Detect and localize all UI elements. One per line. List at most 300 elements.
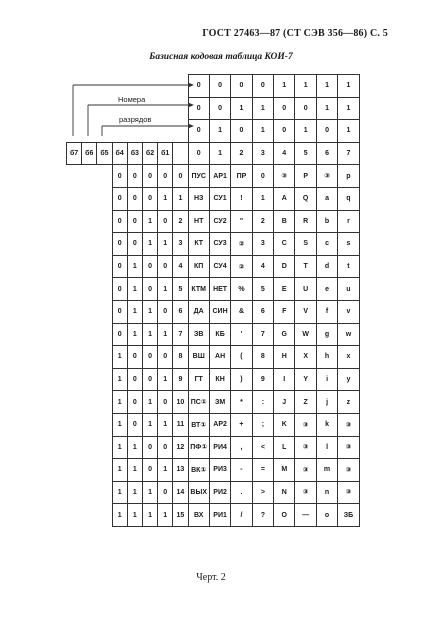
row-index-cell: 10 bbox=[173, 391, 188, 414]
code-cell: E bbox=[274, 278, 295, 301]
table-row bbox=[67, 459, 360, 482]
bit-cell: 0 bbox=[158, 481, 173, 504]
bit-cell: 1 bbox=[112, 346, 127, 369]
empty-cell bbox=[67, 368, 82, 391]
top-bit-cell: 0 bbox=[274, 97, 295, 120]
bit-cell: 0 bbox=[127, 165, 142, 188]
code-cell: ПФ① bbox=[188, 436, 209, 459]
code-cell: z bbox=[338, 391, 359, 414]
label-numbers: Номера bbox=[118, 95, 146, 104]
code-cell: РИ4 bbox=[209, 436, 230, 459]
top-bit-cell: 1 bbox=[316, 97, 337, 120]
page-header: ГОСТ 27463—87 (СТ СЭВ 356—86) С. 5 bbox=[202, 28, 388, 39]
code-cell: j bbox=[316, 391, 337, 414]
code-cell: КП bbox=[188, 255, 209, 278]
code-cell: ! bbox=[231, 187, 252, 210]
column-header-cell: б1 bbox=[158, 142, 173, 165]
table-row bbox=[67, 278, 360, 301]
empty-cell bbox=[97, 165, 112, 188]
code-cell: C bbox=[274, 233, 295, 256]
empty-cell bbox=[158, 75, 173, 98]
top-bit-cell: 0 bbox=[209, 97, 230, 120]
top-bit-row bbox=[67, 75, 360, 98]
bit-cell: 0 bbox=[158, 436, 173, 459]
empty-cell bbox=[97, 346, 112, 369]
empty-cell bbox=[158, 97, 173, 120]
code-cell: 6 bbox=[252, 300, 273, 323]
code-cell: ГТ bbox=[188, 368, 209, 391]
column-header-cell: б7 bbox=[67, 142, 82, 165]
code-cell: СУ3 bbox=[209, 233, 230, 256]
column-header-cell: б2 bbox=[142, 142, 157, 165]
empty-cell bbox=[97, 75, 112, 98]
table-row bbox=[67, 233, 360, 256]
bit-cell: 1 bbox=[158, 413, 173, 436]
bit-cell: 0 bbox=[158, 391, 173, 414]
column-header-cell: 3 bbox=[252, 142, 273, 165]
bit-cell: 1 bbox=[142, 210, 157, 233]
code-cell: p bbox=[338, 165, 359, 188]
empty-cell bbox=[97, 278, 112, 301]
code-cell: . bbox=[231, 481, 252, 504]
code-cell: H bbox=[274, 346, 295, 369]
code-cell: ③ bbox=[274, 165, 295, 188]
top-bit-cell: 1 bbox=[209, 120, 230, 143]
bit-cell: 1 bbox=[142, 233, 157, 256]
bit-cell: 1 bbox=[112, 504, 127, 527]
empty-cell bbox=[82, 323, 97, 346]
code-cell: ПУС bbox=[188, 165, 209, 188]
code-cell: c bbox=[316, 233, 337, 256]
code-cell: / bbox=[231, 504, 252, 527]
code-cell: ( bbox=[231, 346, 252, 369]
row-index-cell: 12 bbox=[173, 436, 188, 459]
code-cell: 2 bbox=[252, 210, 273, 233]
empty-cell bbox=[82, 391, 97, 414]
empty-cell bbox=[67, 436, 82, 459]
empty-cell bbox=[97, 368, 112, 391]
bit-cell: 0 bbox=[142, 278, 157, 301]
bit-cell: 0 bbox=[127, 368, 142, 391]
code-cell: АН bbox=[209, 346, 230, 369]
code-cell: — bbox=[295, 504, 316, 527]
code-cell: , bbox=[231, 436, 252, 459]
row-index-cell: 6 bbox=[173, 300, 188, 323]
code-cell: : bbox=[252, 391, 273, 414]
empty-cell bbox=[82, 210, 97, 233]
bit-cell: 1 bbox=[112, 459, 127, 482]
code-cell: N bbox=[274, 481, 295, 504]
bit-cell: 0 bbox=[112, 300, 127, 323]
empty-cell bbox=[112, 75, 127, 98]
bit-cell: 1 bbox=[158, 459, 173, 482]
code-cell: ВЫХ bbox=[188, 481, 209, 504]
column-header-cell: 6 bbox=[316, 142, 337, 165]
code-cell: ② bbox=[231, 233, 252, 256]
code-cell: ; bbox=[252, 413, 273, 436]
bit-cell: 1 bbox=[112, 436, 127, 459]
code-cell: + bbox=[231, 413, 252, 436]
empty-cell bbox=[82, 459, 97, 482]
code-cell: V bbox=[295, 300, 316, 323]
bit-cell: 1 bbox=[127, 481, 142, 504]
code-cell: ③ bbox=[338, 413, 359, 436]
empty-cell bbox=[97, 97, 112, 120]
bit-cell: 0 bbox=[142, 346, 157, 369]
code-cell: АР2 bbox=[209, 413, 230, 436]
code-cell: 7 bbox=[252, 323, 273, 346]
bit-cell: 1 bbox=[112, 368, 127, 391]
bit-cell: 0 bbox=[112, 165, 127, 188]
bit-cell: 0 bbox=[142, 165, 157, 188]
empty-cell bbox=[97, 323, 112, 346]
code-cell: g bbox=[316, 323, 337, 346]
code-cell: % bbox=[231, 278, 252, 301]
code-cell: 0 bbox=[252, 165, 273, 188]
code-cell: s bbox=[338, 233, 359, 256]
figure-caption: Черт. 2 bbox=[196, 572, 226, 583]
code-cell: k bbox=[316, 413, 337, 436]
top-bit-cell: 0 bbox=[188, 97, 209, 120]
empty-cell bbox=[82, 504, 97, 527]
code-cell: " bbox=[231, 210, 252, 233]
empty-cell bbox=[67, 391, 82, 414]
bit-cell: 1 bbox=[142, 300, 157, 323]
code-cell: СИН bbox=[209, 300, 230, 323]
empty-cell bbox=[97, 210, 112, 233]
code-cell: СУ4 bbox=[209, 255, 230, 278]
row-index-cell: 4 bbox=[173, 255, 188, 278]
code-cell: СУ2 bbox=[209, 210, 230, 233]
code-cell: ЗМ bbox=[209, 391, 230, 414]
empty-cell bbox=[82, 436, 97, 459]
empty-cell bbox=[67, 300, 82, 323]
empty-cell bbox=[67, 323, 82, 346]
empty-cell bbox=[67, 233, 82, 256]
code-cell: ? bbox=[252, 504, 273, 527]
code-cell: 1 bbox=[252, 187, 273, 210]
code-cell: ЗВ bbox=[188, 323, 209, 346]
top-bit-row bbox=[67, 120, 360, 143]
empty-cell bbox=[67, 278, 82, 301]
empty-cell bbox=[112, 120, 127, 143]
bit-cell: 1 bbox=[142, 481, 157, 504]
empty-cell bbox=[67, 97, 82, 120]
column-header-cell: б5 bbox=[97, 142, 112, 165]
bit-cell: 1 bbox=[112, 413, 127, 436]
code-cell: Z bbox=[295, 391, 316, 414]
code-cell: = bbox=[252, 459, 273, 482]
code-cell: РИ1 bbox=[209, 504, 230, 527]
label-bits: разрядов bbox=[119, 115, 152, 124]
code-cell: t bbox=[338, 255, 359, 278]
code-cell: ВХ bbox=[188, 504, 209, 527]
empty-cell bbox=[82, 300, 97, 323]
empty-cell bbox=[127, 120, 142, 143]
code-cell: - bbox=[231, 459, 252, 482]
bit-cell: 1 bbox=[158, 278, 173, 301]
bit-cell: 1 bbox=[127, 504, 142, 527]
empty-cell bbox=[82, 481, 97, 504]
row-index-cell: 9 bbox=[173, 368, 188, 391]
bit-cell: 1 bbox=[127, 459, 142, 482]
bit-cell: 1 bbox=[127, 300, 142, 323]
empty-cell bbox=[97, 187, 112, 210]
empty-cell bbox=[142, 75, 157, 98]
code-cell: ③ bbox=[295, 459, 316, 482]
empty-cell bbox=[82, 233, 97, 256]
code-cell: Q bbox=[295, 187, 316, 210]
table-row bbox=[67, 346, 360, 369]
bit-cell: 1 bbox=[127, 436, 142, 459]
empty-cell bbox=[127, 75, 142, 98]
code-cell: y bbox=[338, 368, 359, 391]
bit-cell: 0 bbox=[158, 346, 173, 369]
column-header-cell: 0 bbox=[188, 142, 209, 165]
empty-cell bbox=[82, 187, 97, 210]
empty-cell bbox=[82, 368, 97, 391]
top-bit-cell: 0 bbox=[231, 120, 252, 143]
table-row bbox=[67, 413, 360, 436]
table-row bbox=[67, 504, 360, 527]
table-row bbox=[67, 391, 360, 414]
empty-cell bbox=[67, 413, 82, 436]
column-header-cell: 4 bbox=[274, 142, 295, 165]
top-bit-cell: 1 bbox=[338, 120, 359, 143]
code-cell: ③ bbox=[295, 436, 316, 459]
bit-cell: 0 bbox=[158, 165, 173, 188]
empty-cell bbox=[97, 391, 112, 414]
empty-cell bbox=[97, 481, 112, 504]
top-bit-cell: 0 bbox=[295, 97, 316, 120]
bit-cell: 0 bbox=[112, 210, 127, 233]
code-cell: ДА bbox=[188, 300, 209, 323]
top-bit-cell: 1 bbox=[252, 97, 273, 120]
code-cell: M bbox=[274, 459, 295, 482]
code-cell: КБ bbox=[209, 323, 230, 346]
code-cell: ) bbox=[231, 368, 252, 391]
table-row bbox=[67, 368, 360, 391]
top-bit-cell: 1 bbox=[274, 75, 295, 98]
bit-cell: 0 bbox=[127, 391, 142, 414]
empty-cell bbox=[67, 187, 82, 210]
code-cell: L bbox=[274, 436, 295, 459]
code-cell: ПС① bbox=[188, 391, 209, 414]
row-index-cell: 15 bbox=[173, 504, 188, 527]
empty-cell bbox=[82, 278, 97, 301]
code-cell: РИ2 bbox=[209, 481, 230, 504]
empty-cell bbox=[67, 504, 82, 527]
code-cell: АР1 bbox=[209, 165, 230, 188]
top-bit-cell: 1 bbox=[295, 75, 316, 98]
code-cell: ЗБ bbox=[338, 504, 359, 527]
empty-cell bbox=[97, 233, 112, 256]
empty-cell bbox=[173, 120, 188, 143]
bit-cell: 1 bbox=[158, 504, 173, 527]
empty-cell bbox=[127, 97, 142, 120]
empty-cell bbox=[112, 97, 127, 120]
code-cell: ③ bbox=[316, 165, 337, 188]
bit-cell: 1 bbox=[127, 323, 142, 346]
bit-cell: 0 bbox=[127, 346, 142, 369]
column-header-cell: б4 bbox=[112, 142, 127, 165]
column-header-cell: 1 bbox=[209, 142, 230, 165]
empty-cell bbox=[67, 210, 82, 233]
column-header-cell bbox=[173, 142, 188, 165]
top-bit-cell: 0 bbox=[209, 75, 230, 98]
top-bit-cell: 0 bbox=[231, 75, 252, 98]
code-cell: * bbox=[231, 391, 252, 414]
top-bit-cell: 1 bbox=[338, 97, 359, 120]
row-index-cell: 8 bbox=[173, 346, 188, 369]
empty-cell bbox=[82, 255, 97, 278]
bit-cell: 1 bbox=[158, 187, 173, 210]
column-header-row bbox=[67, 142, 360, 165]
top-bit-cell: 1 bbox=[316, 75, 337, 98]
code-cell: h bbox=[316, 346, 337, 369]
code-cell: ③ bbox=[295, 481, 316, 504]
empty-cell bbox=[67, 255, 82, 278]
row-index-cell: 14 bbox=[173, 481, 188, 504]
code-cell: S bbox=[295, 233, 316, 256]
code-cell: 8 bbox=[252, 346, 273, 369]
empty-cell bbox=[97, 300, 112, 323]
table-row bbox=[67, 255, 360, 278]
top-bit-cell: 0 bbox=[188, 120, 209, 143]
code-cell: РИ3 bbox=[209, 459, 230, 482]
bit-cell: 0 bbox=[142, 255, 157, 278]
code-cell: ③ bbox=[338, 459, 359, 482]
code-cell: U bbox=[295, 278, 316, 301]
empty-cell bbox=[158, 120, 173, 143]
code-cell: G bbox=[274, 323, 295, 346]
empty-cell bbox=[82, 165, 97, 188]
empty-cell bbox=[82, 75, 97, 98]
code-cell: КТ bbox=[188, 233, 209, 256]
code-cell: D bbox=[274, 255, 295, 278]
bit-cell: 0 bbox=[158, 300, 173, 323]
top-bit-cell: 0 bbox=[252, 75, 273, 98]
empty-cell bbox=[67, 75, 82, 98]
code-cell: ③ bbox=[295, 413, 316, 436]
bit-cell: 0 bbox=[142, 368, 157, 391]
code-cell: b bbox=[316, 210, 337, 233]
bit-cell: 0 bbox=[127, 233, 142, 256]
top-bit-cell: 1 bbox=[252, 120, 273, 143]
empty-cell bbox=[97, 413, 112, 436]
empty-cell bbox=[97, 120, 112, 143]
bit-cell: 0 bbox=[127, 187, 142, 210]
code-cell: ВК① bbox=[188, 459, 209, 482]
row-index-cell: 0 bbox=[173, 165, 188, 188]
code-cell: f bbox=[316, 300, 337, 323]
bit-cell: 0 bbox=[142, 436, 157, 459]
code-cell: m bbox=[316, 459, 337, 482]
empty-cell bbox=[173, 75, 188, 98]
table-row bbox=[67, 481, 360, 504]
table-title: Базисная кодовая таблица КОИ-7 bbox=[149, 52, 293, 62]
empty-cell bbox=[82, 346, 97, 369]
bit-cell: 1 bbox=[142, 413, 157, 436]
column-header-cell: 5 bbox=[295, 142, 316, 165]
row-index-cell: 5 bbox=[173, 278, 188, 301]
empty-cell bbox=[97, 459, 112, 482]
column-header-cell: 7 bbox=[338, 142, 359, 165]
code-cell: 3 bbox=[252, 233, 273, 256]
bit-cell: 1 bbox=[142, 323, 157, 346]
code-cell: КТМ bbox=[188, 278, 209, 301]
table-row bbox=[67, 436, 360, 459]
top-bit-cell: 0 bbox=[316, 120, 337, 143]
code-cell: 5 bbox=[252, 278, 273, 301]
empty-cell bbox=[82, 120, 97, 143]
bit-cell: 1 bbox=[112, 391, 127, 414]
code-cell: W bbox=[295, 323, 316, 346]
empty-cell bbox=[142, 120, 157, 143]
bit-cell: 0 bbox=[127, 210, 142, 233]
bit-cell: 0 bbox=[112, 233, 127, 256]
code-cell: B bbox=[274, 210, 295, 233]
code-cell: Y bbox=[295, 368, 316, 391]
code-cell: q bbox=[338, 187, 359, 210]
code-cell: НЕТ bbox=[209, 278, 230, 301]
empty-cell bbox=[67, 459, 82, 482]
code-cell: > bbox=[252, 481, 273, 504]
bit-cell: 1 bbox=[158, 323, 173, 346]
code-cell: v bbox=[338, 300, 359, 323]
empty-cell bbox=[82, 413, 97, 436]
bit-cell: 0 bbox=[112, 278, 127, 301]
code-cell: u bbox=[338, 278, 359, 301]
empty-cell bbox=[97, 504, 112, 527]
code-cell: T bbox=[295, 255, 316, 278]
bit-cell: 0 bbox=[142, 459, 157, 482]
code-cell: ③ bbox=[338, 481, 359, 504]
code-cell: НЗ bbox=[188, 187, 209, 210]
column-header-cell: б3 bbox=[127, 142, 142, 165]
koi7-code-table bbox=[66, 74, 360, 527]
code-cell: l bbox=[316, 436, 337, 459]
code-cell: r bbox=[338, 210, 359, 233]
code-cell: A bbox=[274, 187, 295, 210]
code-cell: ПР bbox=[231, 165, 252, 188]
code-cell: ② bbox=[231, 255, 252, 278]
code-cell: a bbox=[316, 187, 337, 210]
row-index-cell: 11 bbox=[173, 413, 188, 436]
code-cell: R bbox=[295, 210, 316, 233]
bit-cell: 1 bbox=[142, 504, 157, 527]
empty-cell bbox=[67, 346, 82, 369]
empty-cell bbox=[142, 97, 157, 120]
code-cell: n bbox=[316, 481, 337, 504]
bit-cell: 0 bbox=[158, 255, 173, 278]
code-cell: I bbox=[274, 368, 295, 391]
code-cell: НТ bbox=[188, 210, 209, 233]
bit-cell: 0 bbox=[127, 413, 142, 436]
bit-cell: 1 bbox=[142, 391, 157, 414]
table-row bbox=[67, 165, 360, 188]
code-cell: F bbox=[274, 300, 295, 323]
top-bit-row bbox=[67, 97, 360, 120]
code-cell: < bbox=[252, 436, 273, 459]
table-row bbox=[67, 187, 360, 210]
empty-cell bbox=[82, 97, 97, 120]
bit-cell: 1 bbox=[127, 278, 142, 301]
code-cell: X bbox=[295, 346, 316, 369]
table-row bbox=[67, 210, 360, 233]
empty-cell bbox=[97, 436, 112, 459]
code-cell: e bbox=[316, 278, 337, 301]
